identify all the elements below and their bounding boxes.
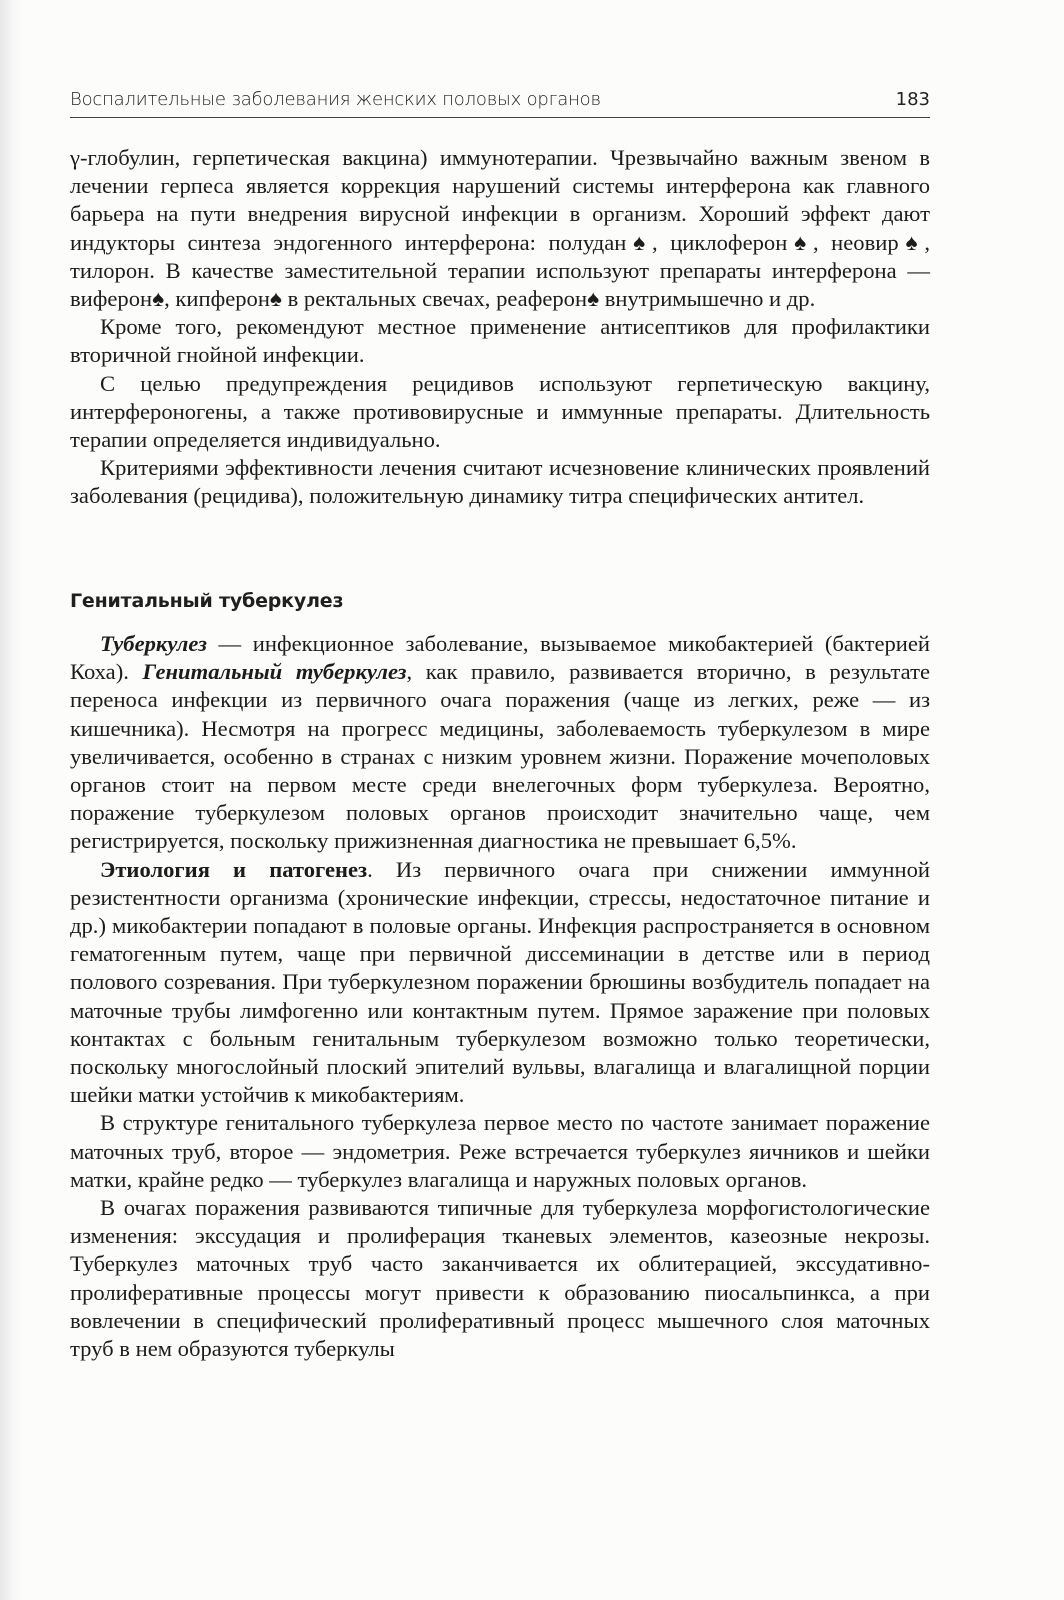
section-heading: Генитальный туберкулез <box>70 590 344 612</box>
paragraph-text: , как правило, развивается вторично, в результате переноса инфекции из первичного очага поражения (чаще из легких, реже — из кишечника). Несмотря на прогресс медицины, заболеваемость туберкулезом в мире увеличивается, особенно в странах с низким уровнем жизни. Поражение мочеполовых органов стоит на первом месте среди внелегочных форм туберкулеза. Вероятно, поражение туберкулезом половых органов происходит значительно чаще, чем регистрируется, поскольку прижизненная диагностика не превышает 6,5%. <box>70 659 930 854</box>
paragraph <box>70 856 930 1110</box>
running-title: Воспалительные заболевания женских половых органов <box>70 89 601 110</box>
paragraph: Кроме того, рекомендуют местное применение антисептиков для профилактики вторичной гнойной инфекции. <box>70 314 930 368</box>
paragraph: С целью предупреждения рецидивов используют герпетическую вакцину, интерфероногены, а также противовирусные и иммунные препараты. Длительность терапии определяется индивидуально. <box>70 370 930 453</box>
paragraph <box>70 630 930 856</box>
paragraph-text: — инфекционное заболевание, вызываемое микобактерией (бактерией Коха). <box>70 631 930 685</box>
paragraph: В очагах поражения развиваются типичные для туберкулеза морфогистологические изменения: экссудация и пролиферация тканевых элементов, казеозные некрозы. Туберкулез маточных труб часто заканчивается их облитерацией, экссудативно-пролиферативные процессы могут привести к образованию пиосальпинкса, а при вовлечении в специфический пролиферативный процесс мышечного слоя маточных труб в нем образуются туберкулы <box>70 1195 930 1362</box>
paragraph: γ-глобулин, герпетическая вакцина) иммунотерапии. Чрезвычайно важным звеном в лечении герпеса является коррекция нарушений системы интерферона как главного барьера на пути внедрения вирусной инфекции в организм. Хороший эффект дают индукторы синтеза эндогенного интерферона: полудан♠, циклоферон♠, неовир♠, тилорон. В качестве заместительной терапии используют препараты интерферона — виферон♠, кипферон♠ в ректальных свечах, реаферон♠ внутримышечно и др. <box>70 145 930 312</box>
subheading-etiology: Этиология и патогенез <box>100 856 368 882</box>
paragraph-text: . Из первичного очага при снижении иммунной резистентности организма (хронические инфекции, стрессы, недостаточное питание и др.) микобактерии попадают в половые органы. Инфекция распространяется в основном гематогенным путем, чаще при первичной диссеминации в детстве или в период полового созревания. При туберкулезном поражении брюшины возбудитель попадает на маточные трубы лимфогенно или контактным путем. Прямое заражение при половых контактах с больным генитальным туберкулезом возможно только теоретически, поскольку многослойный плоский эпителий вульвы, влагалища и влагалищной порции шейки матки устойчив к микобактериям. <box>70 856 930 1108</box>
term-tuberculosis: Туберкулез <box>100 631 207 656</box>
section-herpes-continued <box>70 144 930 511</box>
section-genital-tuberculosis <box>70 630 930 1363</box>
paragraph: Критериями эффективности лечения считают исчезновение клинических проявлений заболевания (рецидива), положительную динамику титра специфических антител. <box>70 455 930 509</box>
page-number: 183 <box>895 89 930 110</box>
page-edge-shadow <box>0 0 22 1600</box>
paragraph: В структуре генитального туберкулеза первое место по частоте занимает поражение маточных труб, второе — эндометрия. Реже встречается туберкулез яичников и шейки матки, крайне редко — туберкулез влагалища и наружных половых органов. <box>70 1110 930 1192</box>
term-genital-tuberculosis: Генитальный туберкулез <box>142 659 407 685</box>
running-header <box>70 87 930 118</box>
